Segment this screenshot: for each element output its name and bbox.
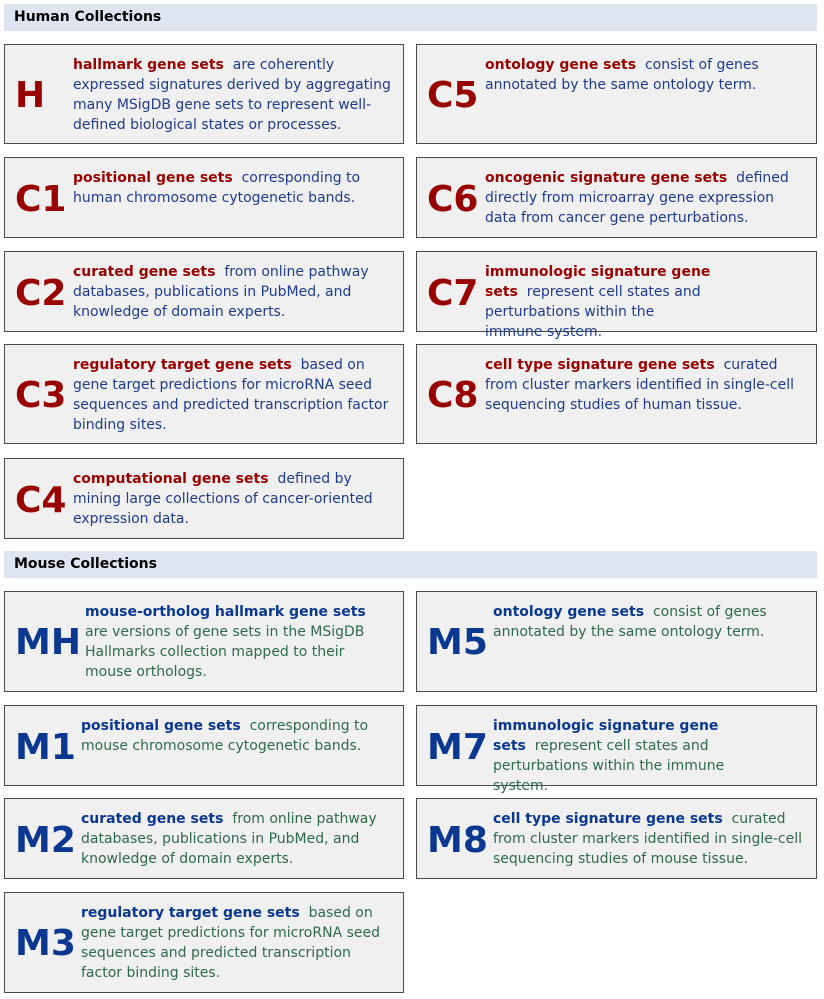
collection-card-c4[interactable] xyxy=(4,458,404,539)
collection-card-c2[interactable] xyxy=(4,251,404,332)
collection-title-link[interactable]: computational gene sets xyxy=(73,471,269,487)
collection-card-m8[interactable] xyxy=(416,798,817,879)
collection-card-mh[interactable] xyxy=(4,591,404,692)
collection-code: C4 xyxy=(15,480,67,521)
collection-title-link[interactable]: immunologic signature gene sets xyxy=(485,264,711,300)
collection-description: corresponding to mouse chromosome cytogenetic bands. xyxy=(81,718,369,754)
collection-description: from online pathway databases, publications in PubMed, and knowledge of domain experts. xyxy=(81,811,377,867)
collection-card-h[interactable] xyxy=(4,44,404,144)
collection-card-m3[interactable] xyxy=(4,892,404,993)
collection-text xyxy=(493,716,728,796)
collection-code: M3 xyxy=(15,923,76,964)
collection-text xyxy=(485,55,808,95)
collection-description: consist of genes annotated by the same ontology term. xyxy=(493,604,767,640)
collection-text xyxy=(485,355,808,415)
collection-card-m2[interactable] xyxy=(4,798,404,879)
collection-description: represent cell states and perturbations within the immune system. xyxy=(493,738,725,794)
collection-title-link[interactable]: curated gene sets xyxy=(73,264,216,280)
collection-title-link[interactable]: regulatory target gene sets xyxy=(81,905,300,921)
collection-description: defined by mining large collections of cancer-oriented expression data. xyxy=(73,471,373,527)
collection-card-c7[interactable] xyxy=(416,251,817,340)
collection-card-c3[interactable] xyxy=(4,344,404,444)
collection-title-link[interactable]: positional gene sets xyxy=(73,170,233,186)
collection-text xyxy=(73,355,395,435)
collection-description: consist of genes annotated by the same ontology term. xyxy=(485,57,759,93)
collection-card-c8[interactable] xyxy=(416,344,817,444)
collection-card-c6[interactable] xyxy=(416,157,817,238)
collection-card-c5[interactable] xyxy=(416,44,817,144)
collection-code: M8 xyxy=(427,820,488,861)
collection-description: are coherently expressed signatures derived by aggregating many MSigDB gene sets to represent well-defined biological states or processes. xyxy=(73,57,391,133)
collection-text xyxy=(85,602,395,682)
collection-code: C1 xyxy=(15,179,67,220)
mouse-collections-title: Mouse Collections xyxy=(14,556,157,572)
human-collections-header xyxy=(4,4,817,31)
collection-description: represent cell states and perturbations within the immune system. xyxy=(485,284,701,340)
collection-description: defined directly from microarray gene expression data from cancer gene perturbations. xyxy=(485,170,789,226)
collection-description: curated from cluster markers identified in single-cell sequencing studies of mouse tissue. xyxy=(493,811,802,867)
collection-title-link[interactable]: cell type signature gene sets xyxy=(493,811,723,827)
collection-card-c1[interactable] xyxy=(4,157,404,238)
collection-code: M1 xyxy=(15,727,76,768)
collection-card-m5[interactable] xyxy=(416,591,817,692)
collection-text xyxy=(73,168,395,208)
collection-title-link[interactable]: curated gene sets xyxy=(81,811,224,827)
collection-title-link[interactable]: cell type signature gene sets xyxy=(485,357,715,373)
collection-code: M2 xyxy=(15,820,76,861)
collection-description: based on gene target predictions for microRNA seed sequences and predicted transcription factor binding sites. xyxy=(81,905,381,981)
collection-text xyxy=(73,469,395,529)
collection-code: M5 xyxy=(427,622,488,663)
collection-text xyxy=(485,262,716,342)
collection-text xyxy=(73,262,395,322)
collection-text xyxy=(81,716,395,756)
collection-code: M7 xyxy=(427,727,488,768)
collection-code: H xyxy=(15,75,46,116)
collection-title-link[interactable]: hallmark gene sets xyxy=(73,57,224,73)
collection-code: C6 xyxy=(427,179,479,220)
collection-description: are versions of gene sets in the MSigDB Hallmarks collection mapped to their mouse orthologs. xyxy=(85,624,365,680)
collection-text xyxy=(485,168,808,228)
collection-code: C7 xyxy=(427,273,479,314)
collection-title-link[interactable]: regulatory target gene sets xyxy=(73,357,292,373)
collection-card-m1[interactable] xyxy=(4,705,404,786)
collection-title-link[interactable]: ontology gene sets xyxy=(493,604,645,620)
collection-code: C3 xyxy=(15,375,67,416)
collection-code: MH xyxy=(15,622,81,663)
mouse-collections-header xyxy=(4,551,817,578)
collection-title-link[interactable]: immunologic signature gene sets xyxy=(493,718,719,754)
collection-text xyxy=(81,809,395,869)
collection-card-m7[interactable] xyxy=(416,705,817,794)
human-collections-title: Human Collections xyxy=(14,9,162,25)
collection-title-link[interactable]: oncogenic signature gene sets xyxy=(485,170,728,186)
collection-text xyxy=(493,602,808,642)
collection-text xyxy=(493,809,808,869)
collection-title-link[interactable]: mouse-ortholog hallmark gene sets xyxy=(85,604,366,620)
collection-title-link[interactable]: positional gene sets xyxy=(81,718,241,734)
collection-code: C2 xyxy=(15,273,67,314)
collection-description: corresponding to human chromosome cytogenetic bands. xyxy=(73,170,361,206)
collection-code: C5 xyxy=(427,75,479,116)
collection-title-link[interactable]: ontology gene sets xyxy=(485,57,637,73)
collection-text xyxy=(81,903,395,983)
collection-code: C8 xyxy=(427,375,479,416)
collection-text xyxy=(73,55,395,135)
collection-description: based on gene target predictions for microRNA seed sequences and predicted transcription factor binding sites. xyxy=(73,357,389,433)
collection-description: curated from cluster markers identified in single-cell sequencing studies of human tissue. xyxy=(485,357,794,413)
collection-description: from online pathway databases, publications in PubMed, and knowledge of domain experts. xyxy=(73,264,369,320)
